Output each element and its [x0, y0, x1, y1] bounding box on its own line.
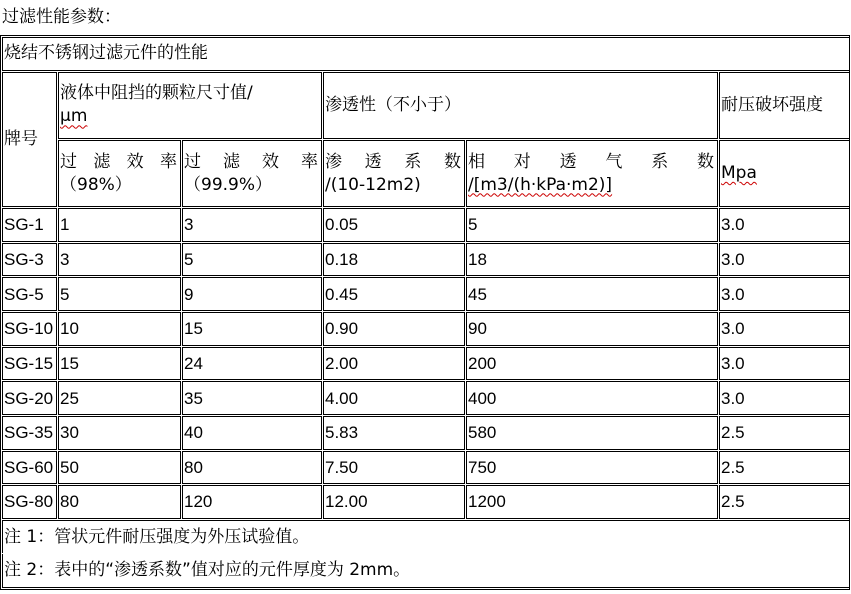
header-efficiency-999 [182, 140, 322, 207]
header-permeability: 渗透性（不小于） [323, 72, 718, 139]
cell-efficiency-999: 5 [182, 243, 322, 277]
cell-efficiency-98: 10 [58, 312, 181, 346]
cell-permeability-coefficient: 7.50 [323, 451, 465, 485]
cell-permeability-coefficient: 4.00 [323, 381, 465, 415]
cell-strength: 3.0 [719, 381, 850, 415]
header-air-permeability [466, 140, 718, 207]
header-strength: 耐压破坏强度 [719, 72, 850, 139]
header-brand: 牌号 [2, 72, 57, 208]
cell-brand: SG-5 [2, 277, 57, 311]
cell-strength: 3.0 [719, 312, 850, 346]
note-row [2, 520, 850, 554]
cell-strength: 2.5 [719, 485, 850, 519]
cell-efficiency-999: 24 [182, 347, 322, 381]
cell-strength: 2.5 [719, 416, 850, 450]
table-row [2, 243, 850, 277]
cell-efficiency-98: 1 [58, 208, 181, 242]
header-efficiency-98-sub: （98%） [60, 174, 132, 195]
header-strength-unit-label: Mpa [721, 163, 757, 183]
cell-efficiency-98: 15 [58, 347, 181, 381]
performance-table [1, 36, 851, 589]
cell-brand: SG-80 [2, 485, 57, 519]
cell-efficiency-999: 3 [182, 208, 322, 242]
table-row [2, 451, 850, 485]
performance-table-container [0, 35, 850, 590]
cell-efficiency-98: 5 [58, 277, 181, 311]
note-row [2, 554, 850, 588]
cell-permeability-coefficient: 2.00 [323, 347, 465, 381]
cell-permeability-coefficient: 0.90 [323, 312, 465, 346]
cell-air-permeability: 18 [466, 243, 718, 277]
cell-efficiency-98: 25 [58, 381, 181, 415]
cell-air-permeability: 5 [466, 208, 718, 242]
cell-permeability-coefficient: 0.05 [323, 208, 465, 242]
header-efficiency-999-sub: （99.9%） [184, 174, 273, 195]
cell-air-permeability: 45 [466, 277, 718, 311]
cell-efficiency-999: 9 [182, 277, 322, 311]
cell-strength: 3.0 [719, 208, 850, 242]
cell-efficiency-98: 50 [58, 451, 181, 485]
table-row [2, 416, 850, 450]
header-strength-unit [719, 140, 850, 207]
header-particle-size-label: 液体中阻挡的颗粒尺寸值/ [60, 83, 253, 104]
table-row [2, 347, 850, 381]
header-air-permeability-label: 相对透气系数 [468, 151, 716, 172]
cell-efficiency-999: 120 [182, 485, 322, 519]
header-particle-size-unit: μm [60, 106, 88, 127]
cell-strength: 3.0 [719, 347, 850, 381]
cell-efficiency-98: 3 [58, 243, 181, 277]
cell-brand: SG-10 [2, 312, 57, 346]
table-row [2, 312, 850, 346]
cell-permeability-coefficient: 0.45 [323, 277, 465, 311]
table-note: 注 2：表中的“渗透系数”值对应的元件厚度为 2mm。 [2, 554, 850, 588]
cell-air-permeability: 200 [466, 347, 718, 381]
cell-air-permeability: 1200 [466, 485, 718, 519]
cell-strength: 2.5 [719, 451, 850, 485]
table-row [2, 277, 850, 311]
cell-efficiency-999: 15 [182, 312, 322, 346]
cell-permeability-coefficient: 5.83 [323, 416, 465, 450]
cell-permeability-coefficient: 12.00 [323, 485, 465, 519]
header-particle-size [58, 72, 322, 139]
cell-efficiency-999: 35 [182, 381, 322, 415]
cell-brand: SG-3 [2, 243, 57, 277]
cell-efficiency-999: 40 [182, 416, 322, 450]
cell-efficiency-98: 30 [58, 416, 181, 450]
cell-air-permeability: 90 [466, 312, 718, 346]
header-efficiency-999-label: 过滤效率 [184, 151, 320, 172]
cell-brand: SG-1 [2, 208, 57, 242]
table-row [2, 208, 850, 242]
cell-efficiency-999: 80 [182, 451, 322, 485]
cell-brand: SG-35 [2, 416, 57, 450]
header-efficiency-98-label: 过滤效率 [60, 151, 179, 172]
table-caption: 烧结不锈钢过滤元件的性能 [2, 37, 850, 71]
table-note: 注 1：管状元件耐压强度为外压试验值。 [2, 520, 850, 554]
cell-air-permeability: 580 [466, 416, 718, 450]
header-permeability-coefficient-label: 渗透系数 [325, 151, 463, 172]
cell-permeability-coefficient: 0.18 [323, 243, 465, 277]
cell-air-permeability: 750 [466, 451, 718, 485]
table-row [2, 381, 850, 415]
header-air-permeability-unit: /[m3/(h·kPa·m2)] [468, 174, 613, 195]
table-row [2, 485, 850, 519]
header-permeability-coefficient-unit: /(10-12m2) [325, 174, 421, 195]
cell-air-permeability: 400 [466, 381, 718, 415]
header-efficiency-98 [58, 140, 181, 207]
header-permeability-coefficient [323, 140, 465, 207]
cell-efficiency-98: 80 [58, 485, 181, 519]
cell-strength: 3.0 [719, 277, 850, 311]
cell-strength: 3.0 [719, 243, 850, 277]
cell-brand: SG-20 [2, 381, 57, 415]
page-title: 过滤性能参数： [2, 7, 121, 27]
cell-brand: SG-15 [2, 347, 57, 381]
cell-brand: SG-60 [2, 451, 57, 485]
